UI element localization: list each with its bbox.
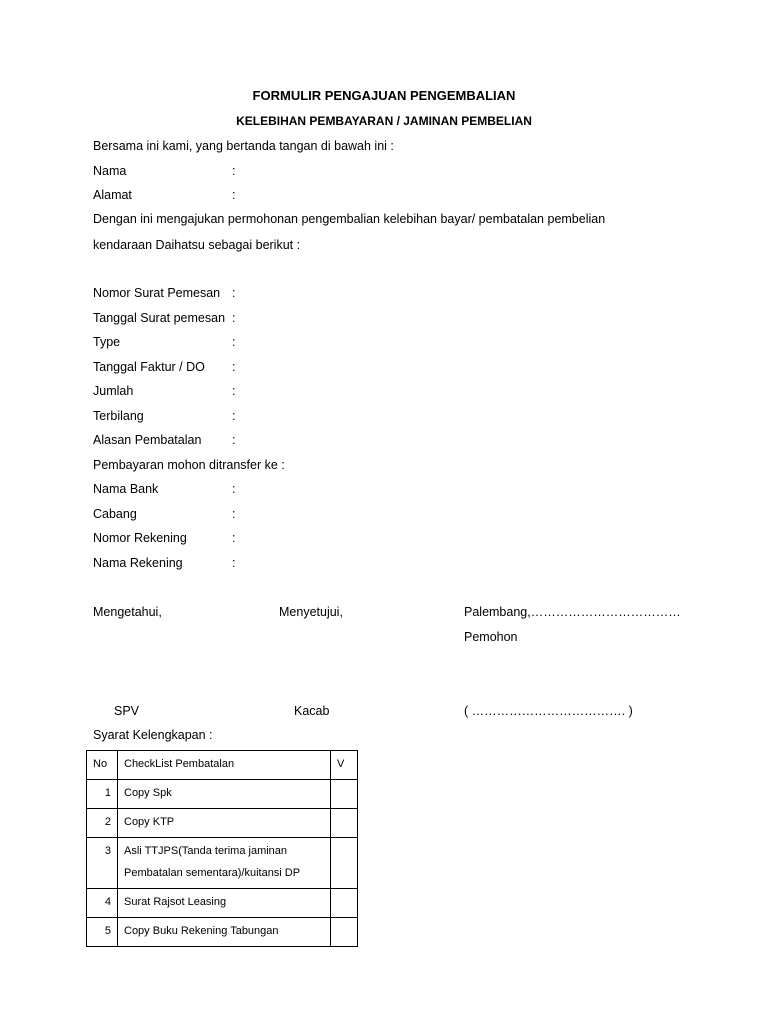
request-text-line2: kendaraan Daihatsu sebagai berikut :: [93, 238, 301, 252]
intro-text: Bersama ini kami, yang bertanda tangan di bawah ini :: [93, 139, 394, 153]
field-colon: :: [232, 286, 236, 300]
row-item-line: Pembatalan sementara)/kuitansi DP: [124, 867, 301, 879]
signature-pemohon-name: ( ………………………………. ): [464, 704, 633, 718]
header-v: V: [331, 751, 358, 780]
row-check-cell[interactable]: [331, 838, 358, 889]
row-number: 4: [87, 889, 118, 918]
request-text-line1: Dengan ini mengajukan permohonan pengembalian kelebihan bayar/ pembatalan pembelian: [93, 212, 606, 226]
requirements-title: Syarat Kelengkapan :: [93, 728, 213, 742]
signature-place-date: Palembang,………………………………: [464, 605, 681, 619]
field-colon: :: [232, 409, 236, 423]
field-colon: :: [232, 360, 236, 374]
row-check-cell[interactable]: [331, 889, 358, 918]
row-number: 1: [87, 780, 118, 809]
field-label-type: Type: [93, 335, 121, 349]
field-label-alamat: Alamat: [93, 188, 132, 202]
field-colon: :: [232, 335, 236, 349]
field-colon: :: [232, 164, 236, 178]
field-colon: :: [232, 311, 236, 325]
form-title: FORMULIR PENGAJUAN PENGEMBALIAN: [252, 88, 516, 103]
signature-kacab: Kacab: [294, 704, 330, 718]
field-colon: :: [232, 531, 236, 545]
field-label-nama-rekening: Nama Rekening: [93, 556, 183, 570]
field-colon: :: [232, 556, 236, 570]
field-colon: :: [232, 507, 236, 521]
header-no: No: [87, 751, 118, 780]
row-item-line: Asli TTJPS(Tanda terima jaminan: [124, 845, 288, 857]
signature-mengetahui: Mengetahui,: [93, 605, 162, 619]
field-label-nomor-rekening: Nomor Rekening: [93, 531, 187, 545]
field-colon: :: [232, 384, 236, 398]
table-row: [87, 918, 358, 947]
field-label-tanggal-faktur: Tanggal Faktur / DO: [93, 360, 205, 374]
table-header-row: [87, 751, 358, 780]
field-label-tanggal-surat-pemesan: Tanggal Surat pemesan: [93, 311, 226, 325]
row-number: 5: [87, 918, 118, 947]
signature-menyetujui: Menyetujui,: [279, 605, 343, 619]
row-item: Copy Buku Rekening Tabungan: [118, 918, 331, 947]
table-row: [87, 889, 358, 918]
row-number: 2: [87, 809, 118, 838]
row-item: [118, 838, 331, 889]
field-label-jumlah: Jumlah: [93, 384, 134, 398]
row-item: Copy KTP: [118, 809, 331, 838]
row-check-cell[interactable]: [331, 780, 358, 809]
form-subtitle: KELEBIHAN PEMBAYARAN / JAMINAN PEMBELIAN: [236, 114, 532, 128]
table-row: [87, 780, 358, 809]
table-row: [87, 809, 358, 838]
field-label-nama-bank: Nama Bank: [93, 482, 159, 496]
field-colon: :: [232, 188, 236, 202]
field-label-nama: Nama: [93, 164, 127, 178]
signature-spv: SPV: [114, 704, 140, 718]
row-item: Copy Spk: [118, 780, 331, 809]
table-row: [87, 838, 358, 889]
transfer-intro: Pembayaran mohon ditransfer ke :: [93, 458, 285, 472]
signature-pemohon-label: Pemohon: [464, 630, 518, 644]
field-label-nomor-surat-pemesan: Nomor Surat Pemesan: [93, 286, 221, 300]
row-check-cell[interactable]: [331, 809, 358, 838]
field-label-alasan-pembatalan: Alasan Pembatalan: [93, 433, 202, 447]
row-item: Surat Rajsot Leasing: [118, 889, 331, 918]
checklist-table: [86, 750, 358, 947]
header-checklist: CheckList Pembatalan: [118, 751, 331, 780]
field-colon: :: [232, 433, 236, 447]
field-label-terbilang: Terbilang: [93, 409, 144, 423]
row-check-cell[interactable]: [331, 918, 358, 947]
field-colon: :: [232, 482, 236, 496]
field-label-cabang: Cabang: [93, 507, 137, 521]
row-number: 3: [87, 838, 118, 889]
